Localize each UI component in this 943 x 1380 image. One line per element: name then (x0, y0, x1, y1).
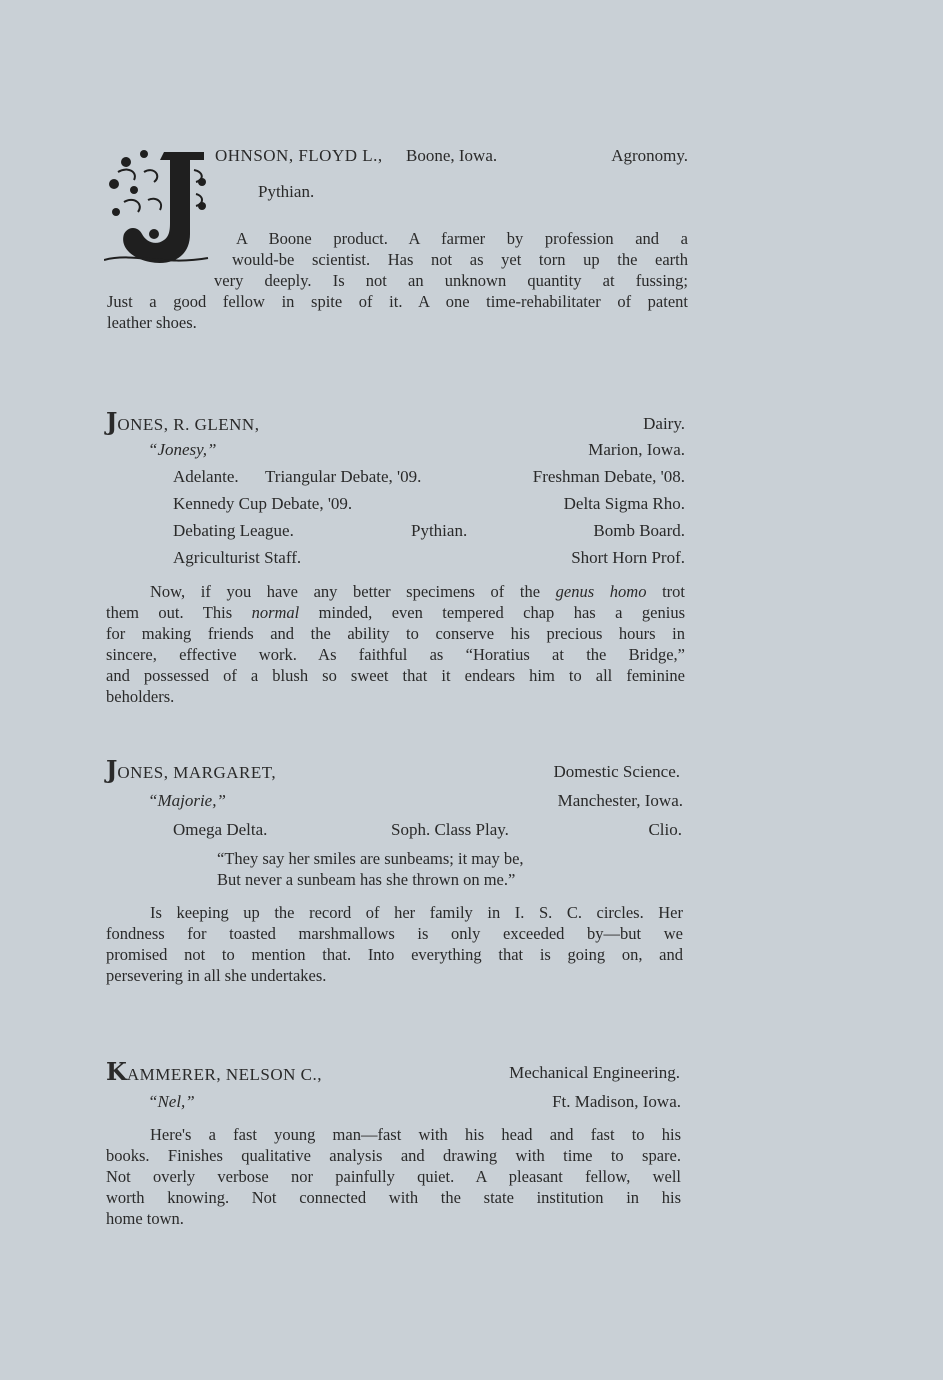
blackletter-initial: K (106, 1057, 127, 1086)
kammerer-name: AMMERER, NELSON C., (126, 1065, 322, 1084)
activity: Bomb Board. (593, 521, 685, 540)
activity: Freshman Debate, '08. (532, 467, 685, 486)
activity: Adelante. (173, 467, 239, 486)
jones-glenn-bio (106, 581, 685, 707)
jones-margaret-quote-line: But never a sunbeam has she thrown on me.” (217, 870, 516, 889)
johnson-bio-line: very deeply. Is not an unknown quantity at fussing; (214, 271, 688, 290)
bio-line (106, 581, 685, 602)
bio-line: worth knowing. Not connected with the state institution in his (106, 1188, 681, 1207)
johnson-bio-part2 (232, 249, 688, 270)
bio-text: them out. This (106, 603, 252, 622)
bio-line: beholders. (106, 687, 175, 706)
activity: Delta Sigma Rho. (563, 494, 685, 513)
bio-line: sincere, effective work. As faithful as “Horatius at the Bridge,” (106, 645, 685, 664)
activity: Agriculturist Staff. (173, 548, 302, 567)
activity: Short Horn Prof. (571, 548, 685, 567)
bio-line: fondness for toasted marshmallows is only exceeded by—but we (106, 924, 683, 943)
johnson-bio-part4 (107, 291, 688, 333)
activity: Triangular Debate, '09. (265, 467, 422, 486)
jones-glenn-name: ONES, R. GLENN, (117, 415, 260, 434)
jones-margaret-quote-line: “They say her smiles are sunbeams; it may be, (217, 849, 524, 868)
johnson-bio-line: A Boone product. A farmer by profession and a (236, 229, 688, 248)
johnson-society: Pythian. (258, 182, 315, 201)
kammerer-course: Mechanical Engineering. (509, 1063, 680, 1082)
johnson-bio-line: Just a good fellow in spite of it. A one time-rehabilitater of patent (107, 292, 688, 311)
bio-italic: normal (251, 603, 300, 622)
johnson-course: Agronomy. (611, 146, 688, 165)
bio-line: Not overly verbose nor painfully quiet. A pleasant fellow, well (106, 1167, 681, 1186)
jones-glenn-nickname: “Jonesy,” (148, 440, 217, 459)
jones-margaret-hometown: Manchester, Iowa. (557, 791, 683, 810)
activity: Debating League. (173, 521, 294, 540)
bio-text: Now, if you have any better specimens of the (150, 582, 556, 601)
kammerer-heading (106, 1057, 322, 1086)
bio-line: and possessed of a blush so sweet that it endears him to all feminine (106, 666, 685, 685)
bio-line: for making friends and the ability to conserve his precious hours in (106, 624, 685, 643)
kammerer-hometown: Ft. Madison, Iowa. (552, 1092, 681, 1111)
bio-line: Here's a fast young man—fast with his head and fast to his (150, 1125, 681, 1144)
bio-line: Is keeping up the record of her family in I. S. C. circles. Her (150, 903, 683, 922)
jones-margaret-bio (106, 902, 683, 986)
jones-margaret-nickname: “Majorie,” (148, 791, 226, 810)
activity: Kennedy Cup Debate, '09. (173, 494, 353, 513)
bio-line: promised not to mention that. Into everything that is going on, and (106, 945, 683, 964)
activity: Pythian. (411, 521, 468, 540)
johnson-name: OHNSON, FLOYD L., (215, 146, 383, 165)
blackletter-initial: J (106, 407, 118, 436)
bio-line: home town. (106, 1209, 184, 1228)
activity: Omega Delta. (173, 820, 268, 839)
bio-line (106, 602, 685, 623)
activity: Soph. Class Play. (391, 820, 509, 839)
jones-margaret-name: ONES, MARGARET, (117, 763, 277, 782)
decorated-initial-j (104, 142, 212, 268)
jones-glenn-heading (106, 407, 260, 436)
kammerer-nickname: “Nel,” (148, 1092, 195, 1111)
johnson-bio-part1 (236, 228, 688, 249)
johnson-hometown: Boone, Iowa. (406, 146, 498, 165)
blackletter-initial: J (106, 755, 118, 784)
bio-line: books. Finishes qualitative analysis and drawing with time to spare. (106, 1146, 681, 1165)
jones-margaret-heading (106, 755, 277, 784)
johnson-bio-line: would-be scientist. Has not as yet torn up the earth (232, 250, 688, 269)
bio-italic: genus homo (555, 582, 647, 601)
johnson-bio-part3 (214, 270, 688, 291)
jones-margaret-course: Domestic Science. (553, 762, 680, 781)
bio-text: trot (646, 582, 685, 601)
activity: Clio. (648, 820, 682, 839)
jones-glenn-hometown: Marion, Iowa. (588, 440, 685, 459)
bio-text: minded, even tempered chap has a genius (299, 603, 685, 622)
kammerer-bio (106, 1124, 681, 1229)
jones-glenn-course: Dairy. (643, 414, 685, 433)
bio-line: persevering in all she undertakes. (106, 966, 327, 985)
johnson-bio-line: leather shoes. (107, 313, 197, 332)
